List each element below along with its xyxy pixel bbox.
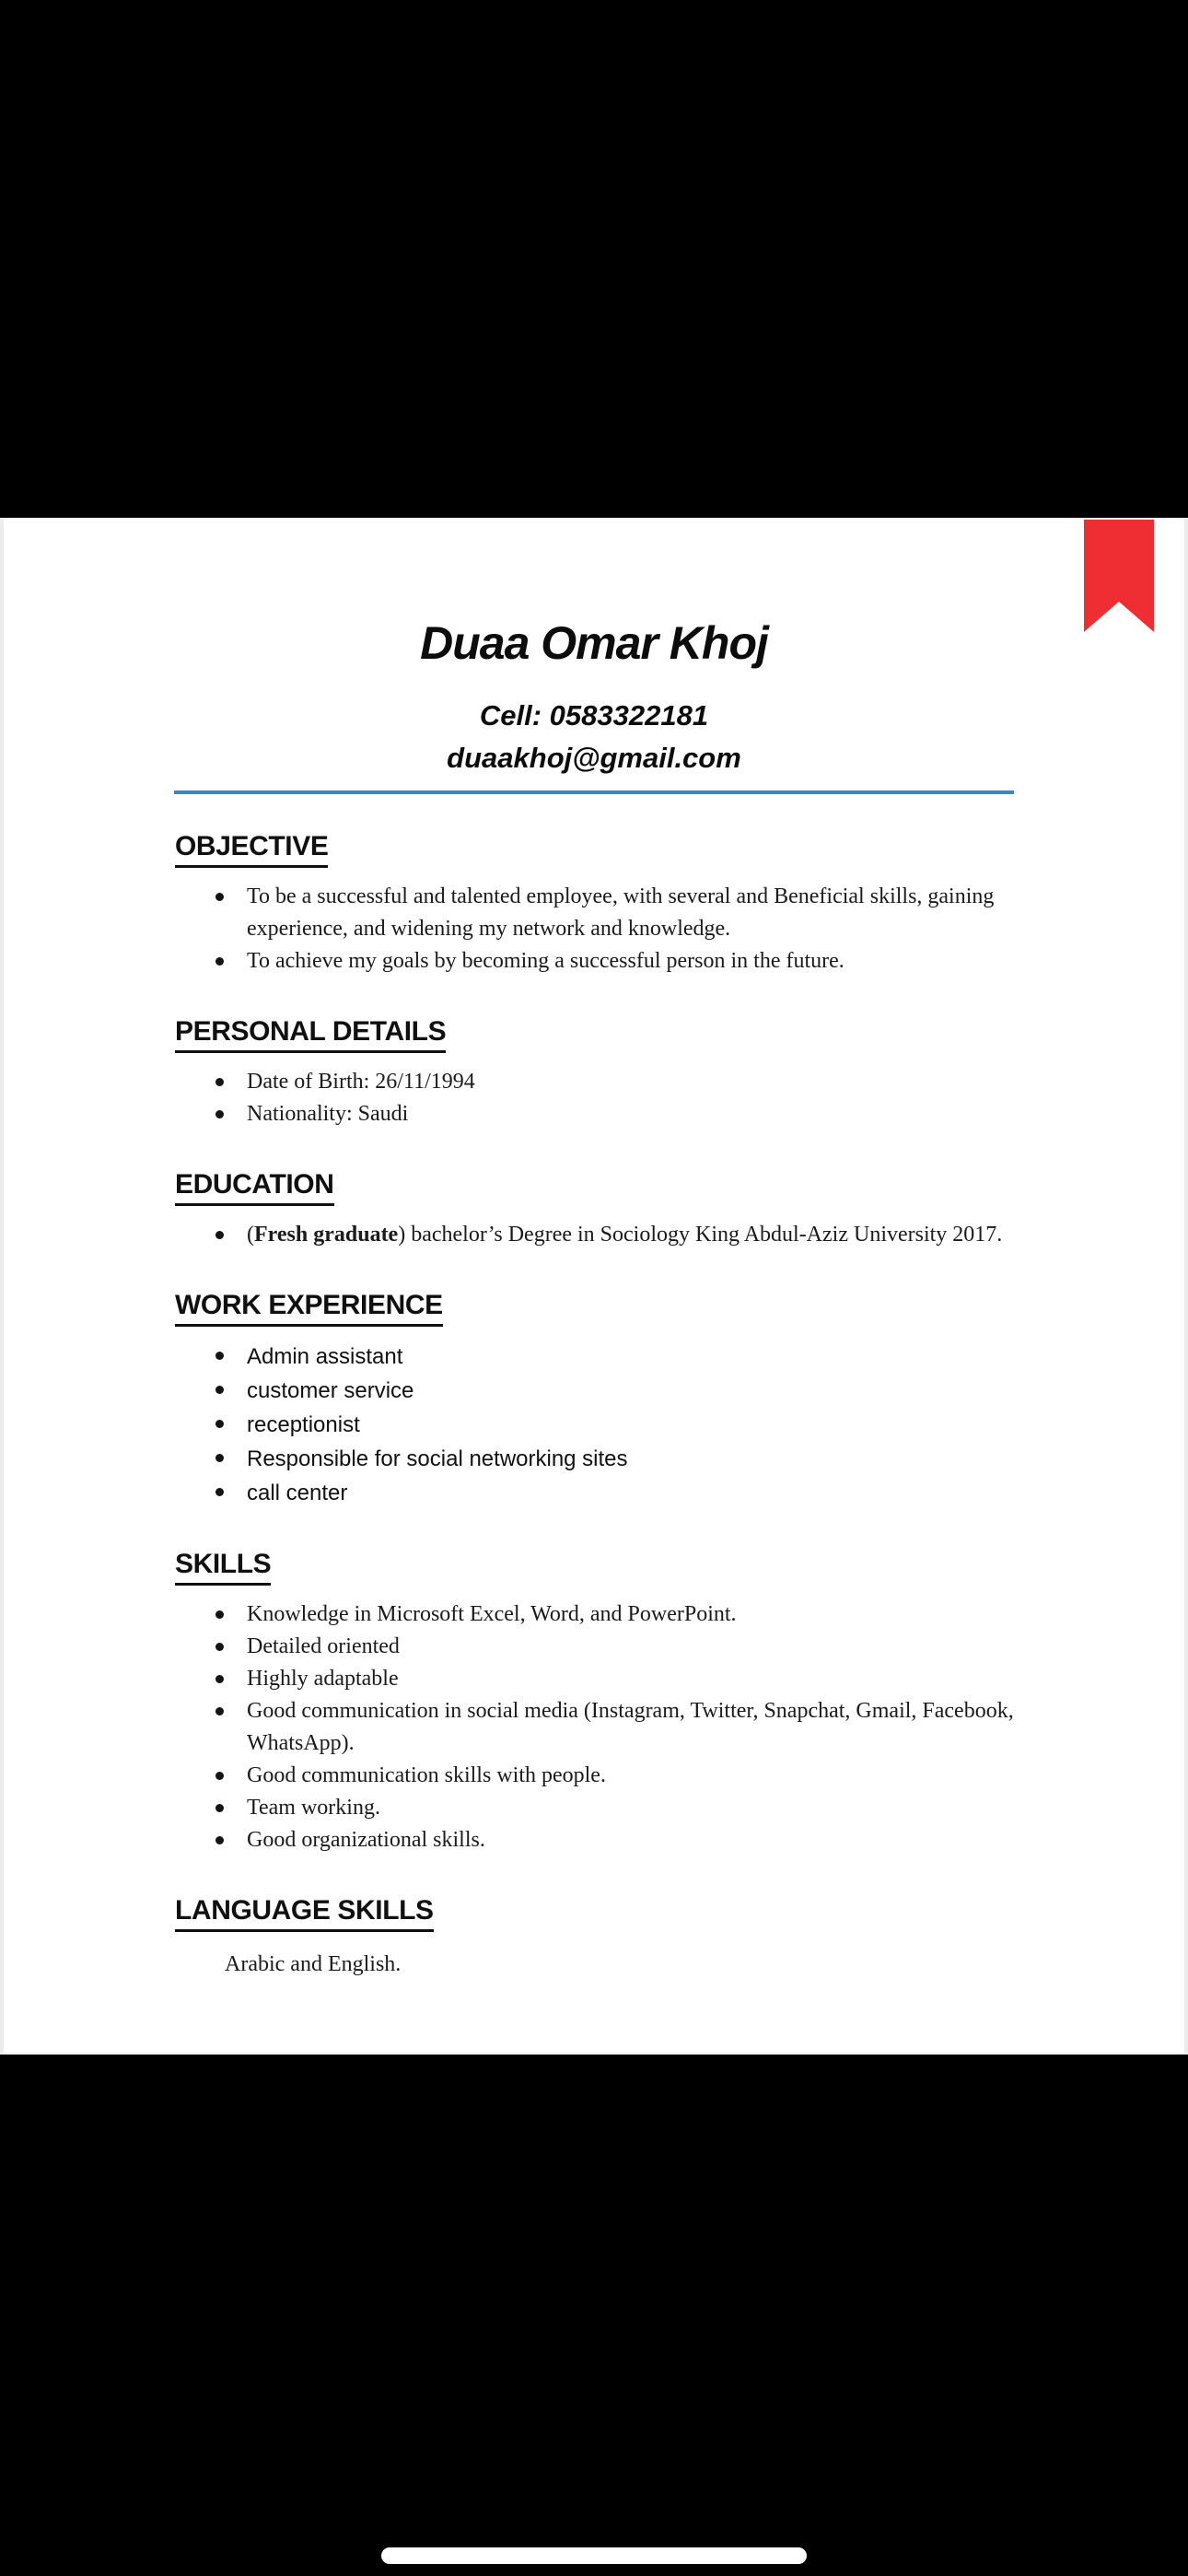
list-item-text: Team working. (247, 1796, 380, 1820)
list-item-text: Good communication skills with people. (247, 1763, 606, 1787)
list-item-text: receptionist (247, 1412, 360, 1437)
bullet-icon (215, 1420, 224, 1428)
section-heading: EDUCATION (175, 1169, 334, 1206)
list-item-text: Responsible for social networking sites (247, 1446, 628, 1471)
list-item-text-bold: Fresh graduate (254, 1223, 399, 1247)
bullet-icon (215, 957, 224, 966)
list-item (175, 1760, 1028, 1792)
section-skills (175, 1549, 1028, 1856)
list-item (175, 1066, 1028, 1098)
list-item (175, 1663, 1028, 1695)
document-content (4, 831, 1184, 1981)
section-heading: WORK EXPERIENCE (175, 1290, 443, 1327)
section-objective (175, 831, 1028, 978)
bullet-icon (215, 1231, 224, 1239)
bullet-icon (215, 1707, 224, 1715)
bullet-icon (215, 1675, 224, 1683)
list-item-text: call center (247, 1481, 348, 1505)
list-item (175, 1476, 1028, 1510)
bullet-icon (215, 1836, 224, 1844)
document-header (4, 520, 1184, 794)
section-heading: PERSONAL DETAILS (175, 1016, 446, 1053)
list-item (175, 1824, 1028, 1856)
bullet-icon (215, 1643, 224, 1651)
document-page (4, 518, 1184, 2055)
list-item-text: Good communication in social media (Instagram, Twitter, Snapchat, Gmail, Facebook, WhatsApp). (247, 1699, 1014, 1755)
contact-cell: Cell: 0583322181 (479, 699, 709, 732)
section-heading: LANGUAGE SKILLS (175, 1895, 434, 1932)
list-item-text: Detailed oriented (247, 1634, 400, 1658)
list-item-text: Admin assistant (247, 1344, 403, 1369)
bullet-icon (215, 893, 224, 901)
list-item-text: Good organizational skills. (247, 1828, 485, 1852)
list-item-text: To achieve my goals by becoming a successful person in the future. (247, 949, 844, 973)
list-item (175, 1598, 1028, 1631)
bullet-list (175, 881, 1028, 978)
bullet-icon (215, 1454, 224, 1462)
bullet-list (175, 1340, 1028, 1510)
section-heading: OBJECTIVE (175, 831, 328, 868)
header-divider (174, 790, 1014, 794)
document-title: Duaa Omar Khoj (420, 617, 768, 669)
list-item (175, 945, 1028, 978)
bullet-icon (215, 1386, 224, 1394)
bullet-icon (215, 1488, 224, 1496)
list-item (175, 1374, 1028, 1408)
section-education (175, 1169, 1028, 1251)
list-item-text: To be a successful and talented employee, with several and Beneficial skills, gaining experience, and widening my network and knowledge. (247, 884, 995, 941)
contact-email: duaakhoj@gmail.com (447, 742, 741, 774)
list-item (175, 1442, 1028, 1476)
bullet-icon (215, 1772, 224, 1780)
list-item (175, 1219, 1028, 1251)
bullet-icon (215, 1352, 224, 1360)
bullet-icon (215, 1078, 224, 1086)
list-item-text-pre: ( (247, 1223, 254, 1247)
language-skills-text: Arabic and English. (225, 1952, 402, 1976)
list-item (175, 1695, 1028, 1760)
section-heading: SKILLS (175, 1549, 271, 1586)
list-item (175, 1631, 1028, 1663)
list-item (175, 1408, 1028, 1442)
list-item (175, 881, 1028, 945)
list-item-text-post: ) bachelor’s Degree in Sociology King Abdul-Aziz University 2017. (398, 1223, 1003, 1247)
section-personal-details (175, 1016, 1028, 1130)
section-language-skills (175, 1895, 1028, 1981)
contact-block (4, 695, 1184, 779)
bullet-icon (215, 1110, 224, 1118)
list-item (175, 1792, 1028, 1824)
list-item (175, 1340, 1028, 1374)
list-item-text: Date of Birth: 26/11/1994 (247, 1070, 475, 1094)
home-indicator[interactable] (381, 2547, 807, 2564)
list-item-text: Nationality: Saudi (247, 1102, 409, 1126)
list-item-text: Knowledge in Microsoft Excel, Word, and PowerPoint. (247, 1602, 737, 1626)
bullet-list (175, 1219, 1028, 1251)
list-item-text: Highly adaptable (247, 1667, 399, 1691)
list-item (175, 1098, 1028, 1130)
document-scroll-area[interactable] (0, 518, 1188, 2055)
list-item-text: customer service (247, 1378, 414, 1403)
bullet-icon (215, 1804, 224, 1812)
bullet-icon (215, 1610, 224, 1619)
section-work-experience (175, 1290, 1028, 1510)
bullet-list (175, 1598, 1028, 1856)
bullet-list (175, 1066, 1028, 1130)
